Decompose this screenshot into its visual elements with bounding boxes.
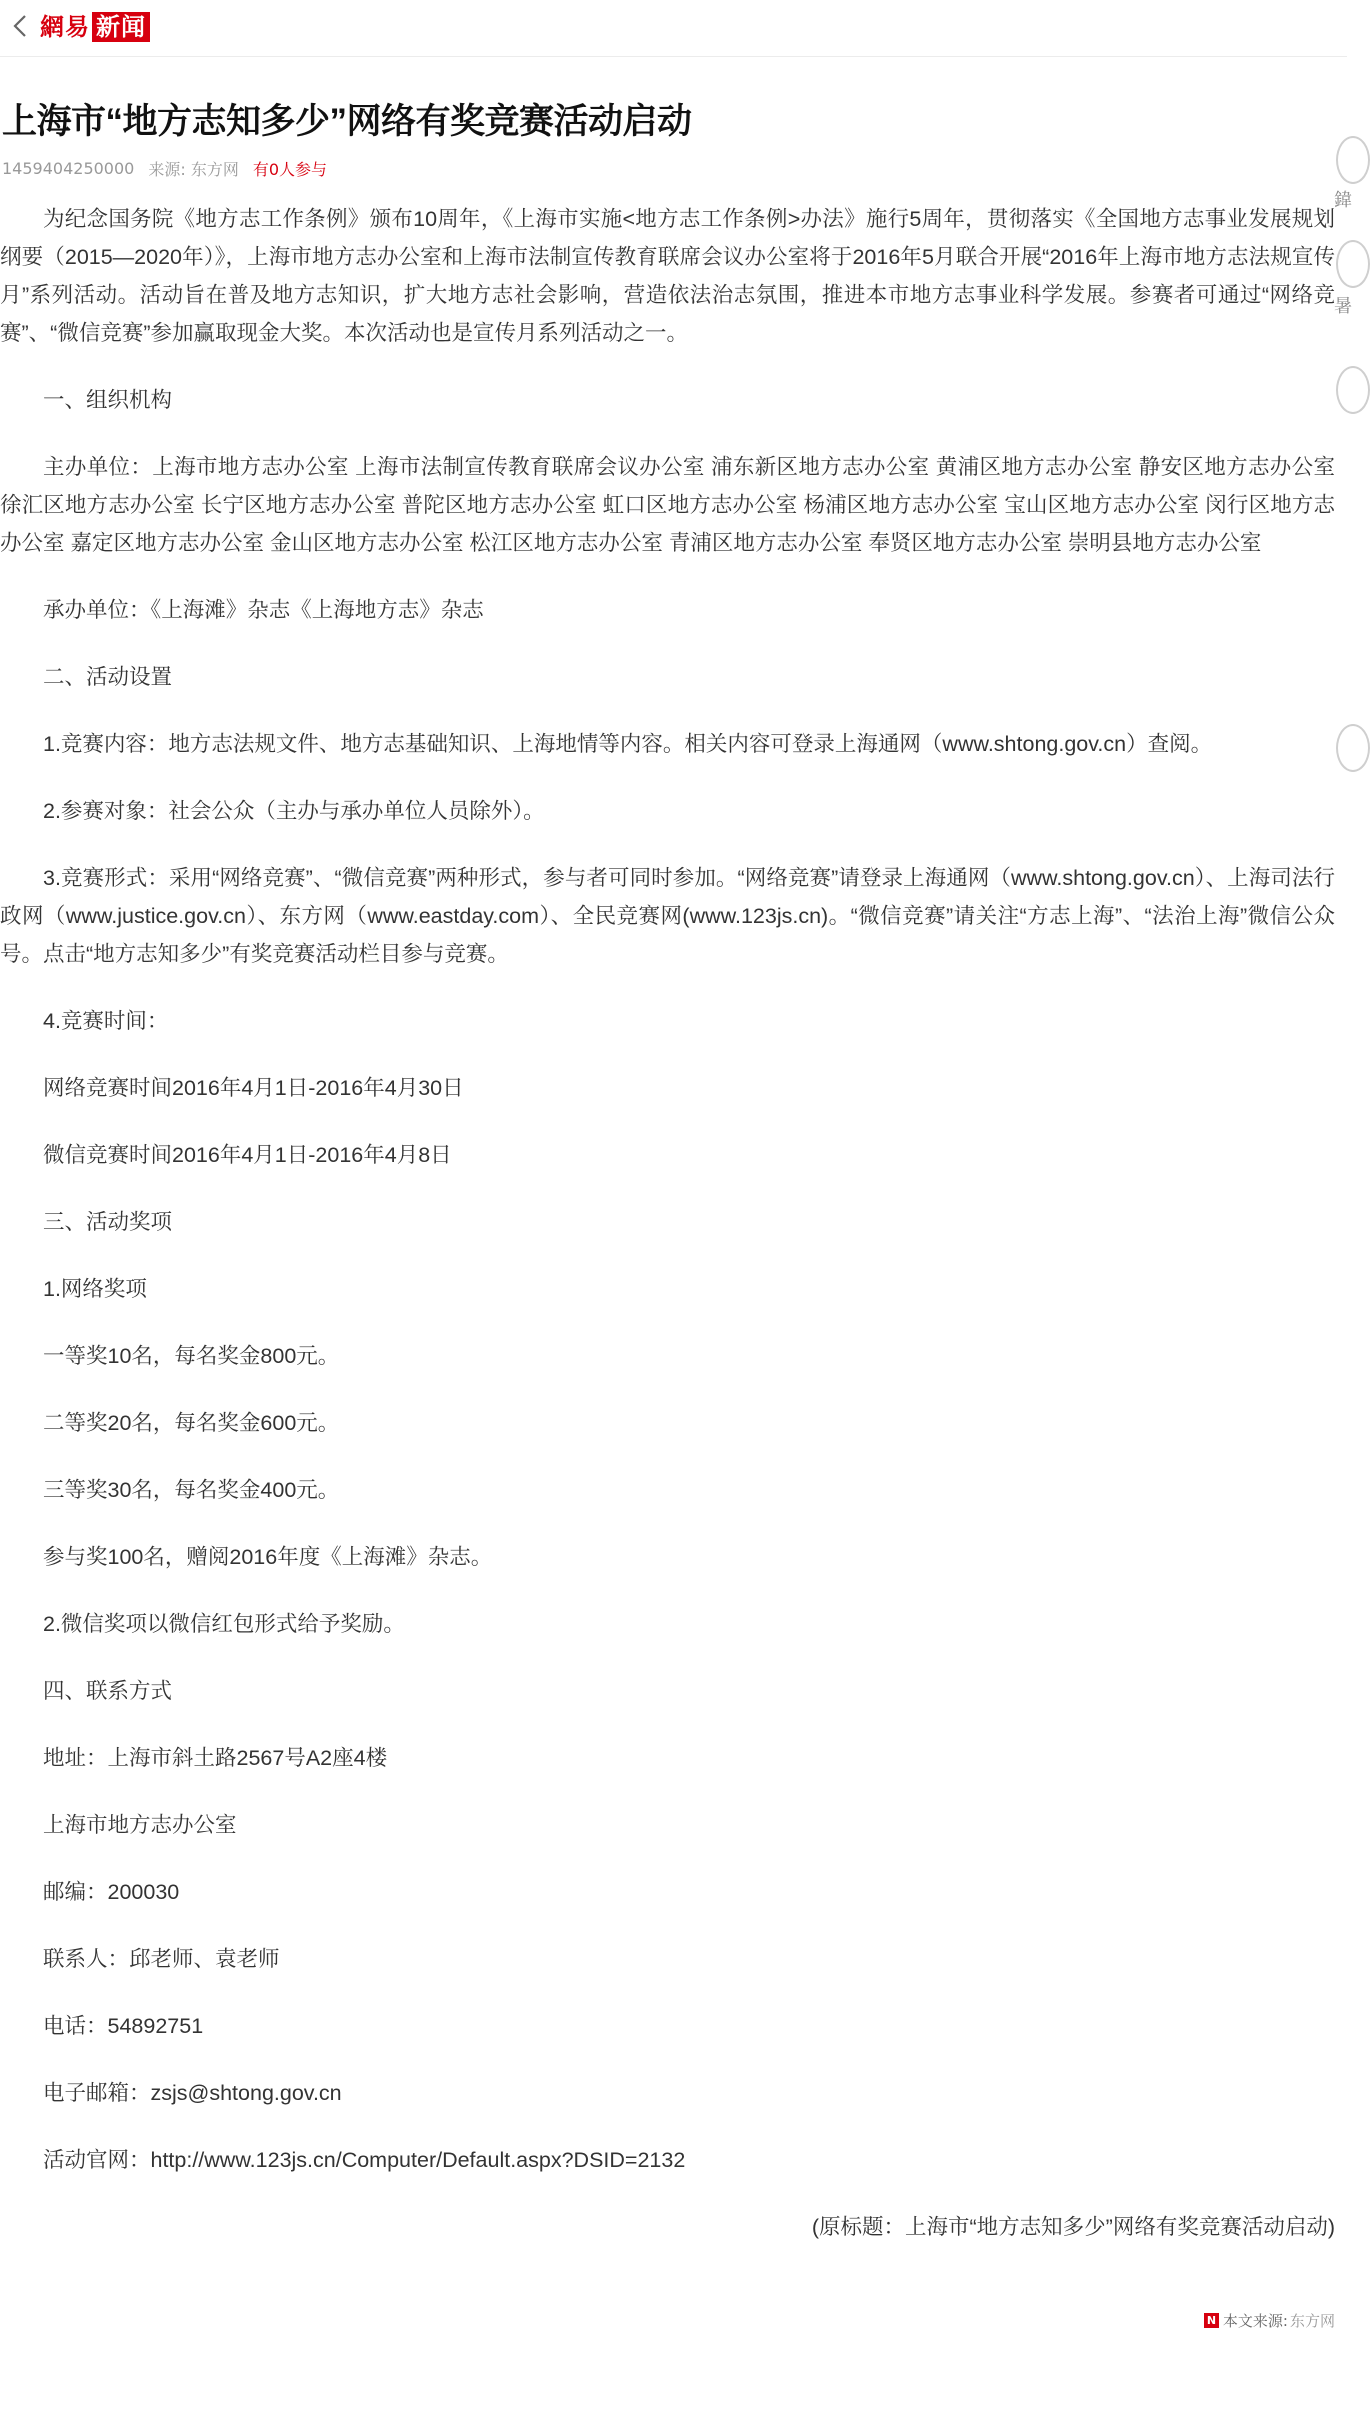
article-paragraph: 为纪念国务院《地方志工作条例》颁布10周年，《上海市实施<地方志工作条例>办法》施行5周年，贯彻落实《全国地方志事业发展规划纲要（2015—2020年）》，上海市地方志办公室和上海市法制宣传教育联席会议办公室将于2016年5月联合开展“2016年上海市地方志法规宣传月”系列活动。活动旨在普及地方志知识，扩大地方志社会影响，营造依法治志氛围，推进本市地方志事业科学发展。参赛者可通过“网络竞赛”、“微信竞赛”参加赢取现金大奖。本次活动也是宣传月系列活动之一。 xyxy=(0,207,1335,345)
article-paragraph: 1.竞赛内容：地方志法规文件、地方志基础知识、上海地情等内容。相关内容可登录上海通网（www.shtong.gov.cn）查阅。 xyxy=(43,732,1213,756)
article-body xyxy=(0,200,1335,2275)
original-title: (原标题：上海市“地方志知多少”网络有奖竞赛活动启动) xyxy=(811,2215,1335,2239)
source-label: 本文来源: xyxy=(1222,2311,1288,2330)
article-paragraph: 微信竞赛时间2016年4月1日-2016年4月8日 xyxy=(43,1143,452,1167)
side-circle-button-3[interactable] xyxy=(1336,366,1370,414)
side-circle-button-4[interactable] xyxy=(1336,724,1370,772)
netease-n-icon: N xyxy=(1204,2313,1219,2328)
article-id: 1459404250000 xyxy=(2,158,135,178)
article-paragraph: 一、组织机构 xyxy=(43,388,173,412)
back-button[interactable] xyxy=(8,10,32,42)
article-paragraph: 电子邮箱：zsjs@shtong.gov.cn xyxy=(43,2081,342,2105)
article-paragraph: 网络竞赛时间2016年4月1日-2016年4月30日 xyxy=(43,1076,464,1100)
article-paragraph: 四、联系方式 xyxy=(43,1679,173,1703)
article-paragraph: 主办单位：上海市地方志办公室 上海市法制宣传教育联席会议办公室 浦东新区地方志办公室 黄浦区地方志办公室 静安区地方志办公室 徐汇区地方志办公室 长宁区地方志办公室 普陀区地方志办公室 虹口区地方志办公室 杨浦区地方志办公室 宝山区地方志办公室 闵行区地方志办公室 嘉定区地方志办公室 金山区地方志办公室 松江区地方志办公室 青浦区地方志办公室 奉贤区地方志办公室 崇明县地方志办公室 xyxy=(0,455,1335,555)
article-paragraph: 2.参赛对象：社会公众（主办与承办单位人员除外）。 xyxy=(43,799,545,823)
article-paragraph: 4.竞赛时间： xyxy=(43,1009,169,1033)
logo-netease: 網易 xyxy=(40,12,90,41)
netease-news-logo[interactable] xyxy=(40,12,150,42)
article-paragraph: 参与奖100名，赠阅2016年度《上海滩》杂志。 xyxy=(43,1545,493,1569)
article-paragraph: 活动官网：http://www.123js.cn/Computer/Default.aspx?DSID=2132 xyxy=(43,2148,686,2172)
participants-link[interactable]: 有0人参与 xyxy=(252,159,328,179)
article-paragraph: 邮编：200030 xyxy=(43,1880,180,1904)
article-paragraph: 上海市地方志办公室 xyxy=(43,1813,237,1837)
article-source: 来源: 东方网 xyxy=(148,159,239,179)
article-paragraph: 3.竞赛形式：采用“网络竞赛”、“微信竞赛”两种形式，参与者可同时参加。“网络竞赛”请登录上海通网（www.shtong.gov.cn）、上海司法行政网（www.justice.gov.cn）、东方网（www.eastday.com）、全民竞赛网(www.123js.cn)。“微信竞赛”请关注“方志上海”、“法治上海”微信公众号。点击“地方志知多少”有奖竞赛活动栏目参与竞赛。 xyxy=(0,866,1335,966)
article-paragraph: 2.微信奖项以微信红包形式给予奖励。 xyxy=(43,1612,405,1636)
side-circle-button-1[interactable] xyxy=(1336,136,1370,184)
article-paragraph: 电话：54892751 xyxy=(43,2014,204,2038)
source-name[interactable]: 东方网 xyxy=(1289,2311,1335,2330)
logo-news: 新闻 xyxy=(92,12,150,42)
source-footer xyxy=(1204,2308,1335,2332)
top-bar xyxy=(0,0,1347,57)
article-paragraph: 一等奖10名，每名奖金800元。 xyxy=(43,1344,340,1368)
article-title: 上海市“地方志知多少”网络有奖竞赛活动启动 xyxy=(2,102,692,141)
article-paragraph: 三等奖30名，每名奖金400元。 xyxy=(43,1478,340,1502)
article-paragraph: 1.网络奖项 xyxy=(43,1277,147,1301)
side-label-1: 鍏 xyxy=(1334,190,1352,211)
side-circle-button-2[interactable] xyxy=(1336,240,1370,288)
article-paragraph: 联系人：邱老师、袁老师 xyxy=(43,1947,280,1971)
article-paragraph: 承办单位：《上海滩》杂志《上海地方志》杂志 xyxy=(43,598,484,622)
article-paragraph: 地址：上海市斜土路2567号A2座4楼 xyxy=(43,1746,388,1770)
article-paragraph: 三、活动奖项 xyxy=(43,1210,173,1234)
article-paragraph: 二、活动设置 xyxy=(43,665,173,689)
article-meta xyxy=(2,156,341,180)
article-paragraph: 二等奖20名，每名奖金600元。 xyxy=(43,1411,340,1435)
side-label-2: 暑 xyxy=(1334,296,1352,317)
chevron-left-icon xyxy=(13,14,27,38)
